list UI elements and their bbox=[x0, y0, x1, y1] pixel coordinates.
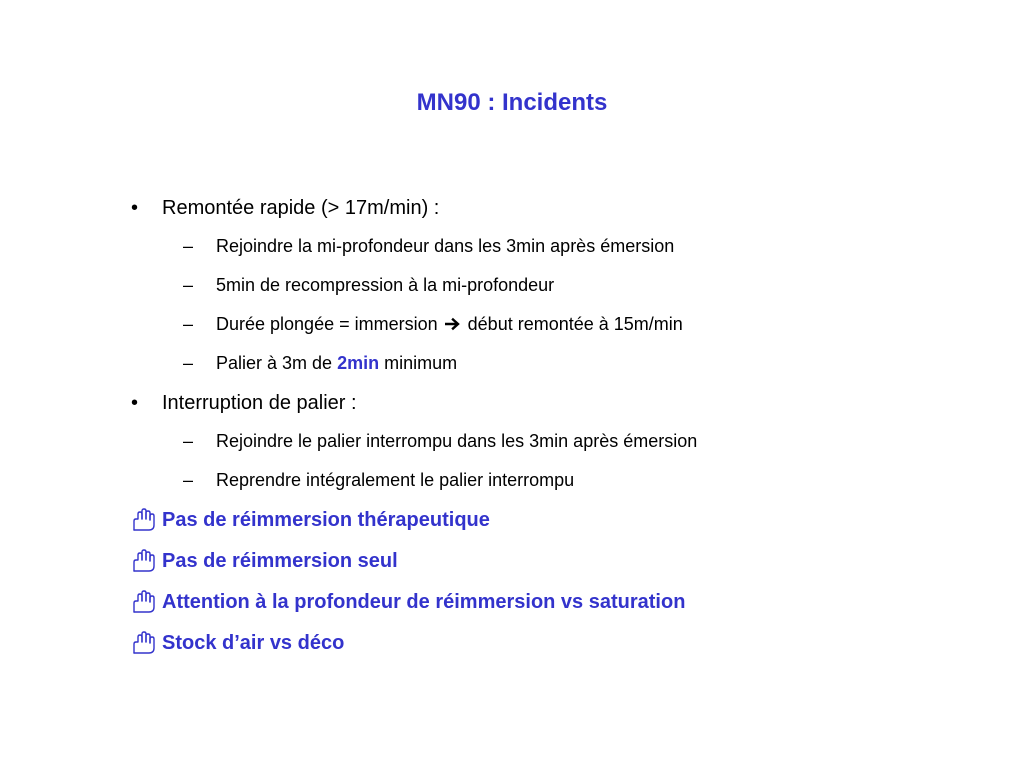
note-text: Pas de réimmersion thérapeutique bbox=[162, 509, 490, 531]
duration-right-text: début remontée à 15m/min bbox=[467, 314, 683, 334]
bullet-icon: • bbox=[131, 197, 139, 219]
pointing-hand-icon bbox=[131, 549, 159, 573]
dash-icon: – bbox=[183, 470, 194, 490]
palier-prefix-text: Palier à 3m de bbox=[216, 353, 333, 373]
note-text: Stock d’air vs déco bbox=[162, 632, 345, 654]
sub-item-text: Rejoindre la mi-profondeur dans les 3min après émersion bbox=[216, 236, 675, 256]
dash-icon: – bbox=[183, 314, 194, 334]
palier-suffix-text: minimum bbox=[384, 353, 458, 373]
palier-value: 2min bbox=[337, 353, 380, 373]
dash-icon: – bbox=[183, 275, 194, 295]
pointing-hand-icon bbox=[131, 508, 159, 532]
sub-item-text bbox=[216, 312, 683, 336]
bullet-icon: • bbox=[131, 392, 139, 414]
bullet-text: Remontée rapide (> 17m/min) : bbox=[162, 197, 440, 219]
dash-icon: – bbox=[183, 353, 194, 373]
dash-icon: – bbox=[183, 236, 194, 256]
sub-item-text: Reprendre intégralement le palier interrompu bbox=[216, 470, 575, 490]
slide-title: MN90 : Incidents bbox=[416, 89, 608, 116]
sub-item-text bbox=[216, 351, 457, 375]
note-text: Attention à la profondeur de réimmersion vs saturation bbox=[162, 591, 686, 613]
pointing-hand-icon bbox=[131, 631, 159, 655]
bullet-text: Interruption de palier : bbox=[162, 392, 357, 414]
pointing-hand-icon bbox=[131, 590, 159, 614]
note-text: Pas de réimmersion seul bbox=[162, 550, 398, 572]
duration-left-text: Durée plongée = immersion bbox=[216, 314, 438, 334]
right-arrow-icon bbox=[445, 317, 461, 331]
sub-item-text: 5min de recompression à la mi-profondeur bbox=[216, 275, 555, 295]
dash-icon: – bbox=[183, 431, 194, 451]
sub-item-text: Rejoindre le palier interrompu dans les 3min après émersion bbox=[216, 431, 698, 451]
